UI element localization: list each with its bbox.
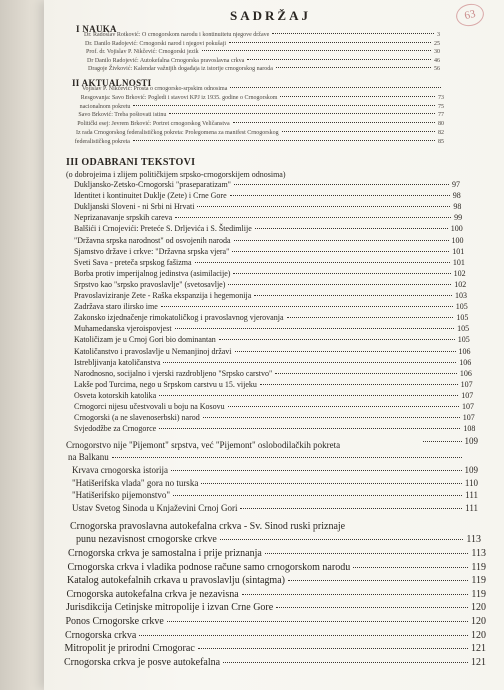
dot-leader bbox=[234, 184, 449, 185]
dot-leader bbox=[167, 621, 468, 622]
dot-leader bbox=[112, 457, 462, 458]
toc-entry-title: Katoličizam je u Crnoj Gori bio dominantan bbox=[74, 335, 216, 345]
dot-leader bbox=[233, 122, 435, 123]
dot-leader bbox=[254, 295, 452, 296]
toc-entry-page: 107 bbox=[462, 402, 474, 411]
toc-entry bbox=[75, 139, 444, 145]
toc-entry bbox=[74, 202, 461, 211]
toc-entry-page: 98 bbox=[453, 202, 462, 212]
dot-leader bbox=[265, 553, 469, 554]
toc-entry-page: 109 bbox=[464, 436, 478, 446]
toc-entry-title: Dr. Radoslav Rotković: O crnogorskom narodu i kontinuitetu njegove države bbox=[84, 32, 270, 38]
dot-leader bbox=[133, 105, 435, 106]
toc-entry-page: 108 bbox=[463, 424, 476, 434]
toc-entry-title: Savo Brković: Treba poštovati istinu bbox=[78, 112, 167, 119]
toc-entry-title: Sveti Sava - preteča srpskog fašizma bbox=[74, 257, 192, 267]
dot-leader bbox=[280, 96, 435, 97]
toc-entry-acpc-line1: Crnogorska pravoslavna autokefalna crkva - Sv. Sinod ruski priznaje bbox=[70, 521, 346, 532]
toc-entry bbox=[82, 86, 444, 92]
toc-entry bbox=[78, 112, 444, 118]
toc-entry-page: 113 bbox=[466, 534, 481, 545]
toc-entry-title: Istrebljivanja katoličanstva bbox=[74, 357, 161, 367]
toc-entry bbox=[72, 478, 478, 488]
toc-entry-title: Dukljanski Sloveni - ni Srbi ni Hrvati bbox=[74, 202, 195, 212]
dot-leader bbox=[233, 273, 450, 274]
toc-entry-page: 101 bbox=[452, 257, 465, 267]
toc-entry bbox=[74, 224, 463, 233]
toc-entry-page: 119 bbox=[471, 561, 486, 573]
toc-entry bbox=[72, 465, 478, 475]
toc-entry-title: Jurisdikcija Cetinjske mitropolije i izvan Crne Gore bbox=[66, 602, 274, 614]
toc-entry-title: Krvava crnogorska istorija bbox=[72, 465, 168, 475]
toc-entry-title: Zadržava staro ilirsko ime bbox=[74, 302, 158, 312]
dot-leader bbox=[219, 339, 455, 340]
toc-entry-title: Crnogorska crkva i vladika podnose račune samo crnogorskom narodu bbox=[67, 561, 351, 573]
toc-entry bbox=[80, 104, 444, 110]
toc-entry-page: 85 bbox=[437, 138, 444, 145]
toc-entry-page: 46 bbox=[434, 57, 440, 64]
toc-entry bbox=[74, 391, 473, 400]
toc-entry bbox=[74, 424, 475, 433]
dot-leader bbox=[171, 470, 462, 471]
toc-entry-page: 106 bbox=[459, 357, 472, 367]
toc-entry-title: Crnogorski (a ne slavenoserbski) narod bbox=[74, 413, 200, 423]
toc-entry-title: Politički esej: Jevrem Brković: Portret crnogorskog Veličanstva bbox=[77, 121, 230, 128]
toc-entry bbox=[74, 213, 462, 222]
dot-leader bbox=[197, 206, 450, 207]
toc-entry-page: 103 bbox=[455, 291, 467, 300]
toc-entry bbox=[74, 258, 465, 267]
toc-entry-page: 102 bbox=[453, 268, 466, 278]
toc-entry-pijemont-page bbox=[420, 436, 478, 446]
toc-entry-title: Dr Danilo Radojević: Autokefalna Crnogorska pravoslavna crkva bbox=[87, 57, 245, 64]
toc-entry bbox=[74, 191, 461, 200]
toc-entry bbox=[68, 548, 486, 559]
dot-leader bbox=[229, 42, 431, 43]
dot-leader bbox=[220, 539, 464, 540]
toc-entry-page: 106 bbox=[459, 368, 472, 378]
dot-leader bbox=[353, 567, 468, 568]
toc-entry bbox=[85, 41, 440, 47]
dot-leader bbox=[133, 140, 435, 141]
toc-entry bbox=[77, 121, 444, 127]
dot-leader bbox=[276, 67, 431, 68]
toc-entry bbox=[84, 32, 440, 38]
dot-leader bbox=[198, 648, 468, 649]
toc-entry-page: 105 bbox=[457, 324, 470, 334]
dot-leader bbox=[201, 483, 462, 484]
toc-entry-title: Sjamstvo države i crkve: "Državna srpska vjera" bbox=[74, 246, 230, 256]
section-heading-aktualnosti: II AKTUALNOSTI bbox=[72, 78, 152, 88]
toc-entry-title: Crnogorci nijesu učestvovali u boju na Kosovu bbox=[74, 402, 225, 411]
dot-leader bbox=[255, 228, 448, 229]
toc-entry bbox=[66, 602, 486, 613]
dot-leader bbox=[203, 417, 460, 418]
toc-intro-text: (o dobrojeima i zlijem političkijem srpsko-crnogorskijem odnosima) bbox=[66, 170, 286, 179]
toc-entry bbox=[65, 630, 486, 641]
toc-entry-title: "Hatišerifska vlada" gora no turska bbox=[72, 477, 199, 488]
toc-entry-title: Katalog autokefalnih crkava u pravoslavlju (sintagma) bbox=[67, 575, 285, 587]
dot-leader bbox=[276, 607, 468, 608]
toc-entry bbox=[74, 413, 475, 422]
toc-entry-title: "Hatišerifsko pijemonstvo" bbox=[72, 490, 171, 500]
toc-entry-page: 109 bbox=[464, 465, 478, 475]
toc-entry-page: 107 bbox=[461, 390, 474, 400]
toc-entry-title: federalističkog pokreta bbox=[74, 138, 130, 145]
dot-leader bbox=[139, 635, 468, 636]
toc-entry-title: na Balkanu bbox=[68, 452, 109, 462]
toc-entry-title: Srpstvo kao "srpsko pravoslavlje" (svetosavlje) bbox=[74, 279, 226, 289]
toc-entry bbox=[66, 616, 487, 627]
toc-entry bbox=[74, 347, 471, 356]
toc-entry-page: 105 bbox=[457, 335, 470, 345]
toc-entry-title: Iz rada Crnogorskog federalističkog pokreta: Prolegomena za manifest Crnogorskog bbox=[76, 130, 279, 136]
toc-entry-title: Dragoje Živković: Kalendar važnijih događaja iz istorije crnogorskog naroda bbox=[88, 66, 273, 72]
toc-entry-title: Crnogorska crkva je samostalna i prije priznanja bbox=[68, 548, 262, 559]
toc-entry-title: Crnogorska crkva bbox=[65, 629, 137, 641]
toc-entry-page: 121 bbox=[471, 643, 486, 655]
toc-entry-page: 100 bbox=[450, 224, 463, 234]
toc-intro bbox=[66, 170, 456, 179]
toc-entry bbox=[74, 291, 467, 300]
toc-entry-page: 110 bbox=[464, 477, 478, 488]
dot-leader bbox=[163, 362, 456, 363]
toc-entry-title: Lakše pod Turcima, nego u Srpskom carstvu u 15. vijeku bbox=[74, 379, 257, 389]
toc-entry-page: 82 bbox=[438, 130, 444, 136]
toc-entry-acpc bbox=[76, 534, 481, 545]
toc-entry-page: 102 bbox=[454, 279, 467, 289]
toc-entry-title: Resgovanja: Savo Brković: Pogledi i stavovi KPJ iz 1935. godine o Crnogorskom bbox=[80, 94, 278, 101]
dot-leader bbox=[288, 580, 468, 581]
toc-entry-title: Crnogorska autokefalna crkva je nezavisna bbox=[66, 588, 239, 600]
toc-entry bbox=[74, 369, 472, 378]
toc-entry-page: 98 bbox=[452, 191, 461, 201]
dot-leader bbox=[282, 131, 435, 132]
dot-leader bbox=[247, 59, 431, 60]
toc-entry-title: Vojislav P. Nikčević: Prosta o crnogorsko-srpskim odnosima bbox=[82, 86, 228, 92]
toc-entry-page: 30 bbox=[434, 49, 440, 55]
toc-entry bbox=[74, 236, 464, 245]
handwritten-page-number: 63 bbox=[454, 1, 486, 28]
toc-entry-page: 107 bbox=[460, 379, 473, 389]
toc-entry bbox=[74, 380, 473, 389]
toc-entry-title: Mitropolit je prirodni Crnogorac bbox=[64, 643, 195, 655]
toc-entry-title: Svjedodžbe za Crnogorce bbox=[74, 424, 157, 434]
toc-entry-page: 120 bbox=[471, 616, 486, 627]
toc-entry bbox=[64, 657, 486, 668]
toc-entry bbox=[65, 643, 487, 654]
toc-entry-page: 75 bbox=[437, 103, 444, 110]
dot-leader bbox=[230, 195, 450, 196]
toc-entry-title: Ponos Crnogorske crkve bbox=[65, 616, 164, 627]
toc-entry-title: Narodnosno, socijalno i vjerski razdrobljeno "Srpsko carstvo" bbox=[74, 368, 273, 378]
page-title: SADRŽAJ bbox=[230, 8, 311, 23]
dot-leader bbox=[287, 317, 454, 318]
toc-entry-pijemont bbox=[68, 452, 478, 462]
toc-entry-title: Dr. Danilo Radojević: Crnogorski narod i njegovi pokušaji bbox=[85, 40, 226, 47]
dot-leader bbox=[272, 33, 434, 34]
toc-entry-page: 113 bbox=[471, 548, 486, 559]
toc-entry bbox=[74, 358, 471, 367]
toc-entry-page: 80 bbox=[437, 121, 444, 128]
toc-entry-title: nacionalnom pokretu bbox=[79, 103, 131, 110]
toc-entry-title: Ustav Svetog Sinoda u Knjaževini Crnoj Gori bbox=[72, 502, 238, 513]
toc-entry-page: 3 bbox=[437, 32, 440, 38]
toc-entry-page: 111 bbox=[465, 502, 478, 513]
toc-entry-page: 100 bbox=[451, 235, 464, 245]
toc-entry-title: Osveta kotorskih katolika bbox=[74, 390, 157, 400]
toc-entry-page: 120 bbox=[471, 602, 486, 614]
toc-entry-page: 105 bbox=[456, 313, 469, 323]
toc-entry-pijemont-line1: Crnogorstvo nije "Pijemont" srpstva, već "Pijemont" oslobodilačkih pokreta bbox=[66, 440, 341, 450]
dot-leader bbox=[228, 406, 459, 407]
dot-leader bbox=[423, 441, 462, 442]
toc-entry-page: 25 bbox=[434, 40, 440, 47]
dot-leader bbox=[202, 50, 431, 51]
dot-leader bbox=[234, 240, 449, 241]
toc-entry bbox=[74, 280, 466, 289]
toc-entry-page: 111 bbox=[465, 490, 478, 500]
dot-leader bbox=[242, 594, 469, 595]
toc-entry bbox=[67, 575, 486, 586]
toc-entry bbox=[72, 503, 478, 513]
toc-entry-title: Neprizanavanje srpskih careva bbox=[74, 213, 173, 223]
dot-leader bbox=[235, 351, 456, 352]
dot-leader bbox=[275, 373, 457, 374]
toc-entry bbox=[81, 95, 444, 101]
dot-leader bbox=[169, 113, 435, 114]
toc-entry-title: Prof. dr. Vojislav P. Nikčević: Crnogorski jezik bbox=[86, 49, 199, 55]
toc-entry-page: 105 bbox=[455, 302, 468, 312]
toc-entry bbox=[76, 130, 444, 136]
dot-leader bbox=[173, 495, 462, 496]
section-heading-odabrani-tekstovi: III ODABRANI TEKSTOVI bbox=[66, 157, 196, 168]
toc-entry-page: 99 bbox=[454, 213, 463, 223]
toc-entry-title: punu nezavisnost crnogorske crkve bbox=[76, 534, 217, 545]
toc-entry bbox=[74, 313, 468, 322]
toc-entry-title: Dukljansko-Zetsko-Crnogorski "praseparatizam" bbox=[74, 180, 231, 189]
toc-entry bbox=[72, 490, 478, 500]
toc-entry-title: Katoličanstvo i pravoslavlje u Nemanjinoj državi bbox=[74, 346, 232, 356]
dot-leader bbox=[175, 217, 451, 218]
toc-entry bbox=[67, 589, 487, 600]
dot-leader bbox=[161, 306, 453, 307]
dot-leader bbox=[159, 428, 460, 429]
toc-entry bbox=[74, 335, 470, 344]
toc-entry bbox=[74, 269, 466, 278]
toc-entry-page: 119 bbox=[471, 575, 486, 587]
toc-entry-page: 97 bbox=[452, 180, 460, 189]
toc-entry-page: 73 bbox=[437, 94, 444, 101]
dot-leader bbox=[195, 262, 450, 263]
toc-entry-title: Identitet i kontinuitet Duklje (Zete) i Crne Gore bbox=[74, 191, 227, 201]
toc-entry bbox=[86, 49, 440, 55]
dot-leader bbox=[159, 395, 458, 396]
toc-entry-page: 119 bbox=[471, 588, 486, 600]
toc-entry-title: Muhamedanska vjeroispovjest bbox=[74, 324, 172, 334]
dot-leader bbox=[223, 662, 468, 663]
section-heading-nauka: I NAUKA bbox=[76, 24, 117, 34]
toc-entry bbox=[74, 180, 460, 189]
dot-leader bbox=[228, 284, 451, 285]
toc-entry-title: Balšići i Crnojevići: Preteće S. Drljevića i S. Štedimlije bbox=[74, 224, 252, 234]
toc-entry-page: 120 bbox=[471, 629, 486, 641]
toc-entry-page: 121 bbox=[471, 656, 486, 668]
toc-entry bbox=[68, 562, 487, 573]
dot-leader bbox=[232, 251, 449, 252]
toc-entry-page: 106 bbox=[458, 346, 471, 356]
toc-entry-page: 107 bbox=[462, 413, 475, 423]
toc-entry bbox=[87, 58, 440, 64]
dot-leader bbox=[240, 508, 462, 509]
toc-entry-title: Crnogorska crkva je posve autokefalna bbox=[64, 656, 221, 668]
toc-entry-title: Zakonsko izjednačenje rimokatoličkog i pravoslavnog vjerovanja bbox=[74, 313, 284, 323]
toc-entry bbox=[74, 402, 474, 411]
toc-entry-title: "Državna srpska narodnost" od osvojenih naroda bbox=[74, 235, 231, 245]
toc-entry-page: 101 bbox=[452, 246, 465, 256]
toc-entry-page: 77 bbox=[437, 112, 444, 119]
dot-leader bbox=[175, 328, 455, 329]
toc-entry-title: Pravoslaviziranje Zete - Raška ekspanzija i hegemonija bbox=[74, 291, 252, 300]
toc-entry bbox=[74, 302, 468, 311]
toc-entry-page: 56 bbox=[434, 66, 440, 72]
dot-leader bbox=[230, 87, 441, 88]
toc-entry-title: Borba protiv imperijalnog jedinstva (asimilacije) bbox=[74, 268, 231, 278]
toc-entry bbox=[74, 324, 469, 333]
toc-entry bbox=[74, 247, 464, 256]
toc-entry bbox=[88, 66, 440, 72]
dot-leader bbox=[260, 384, 458, 385]
